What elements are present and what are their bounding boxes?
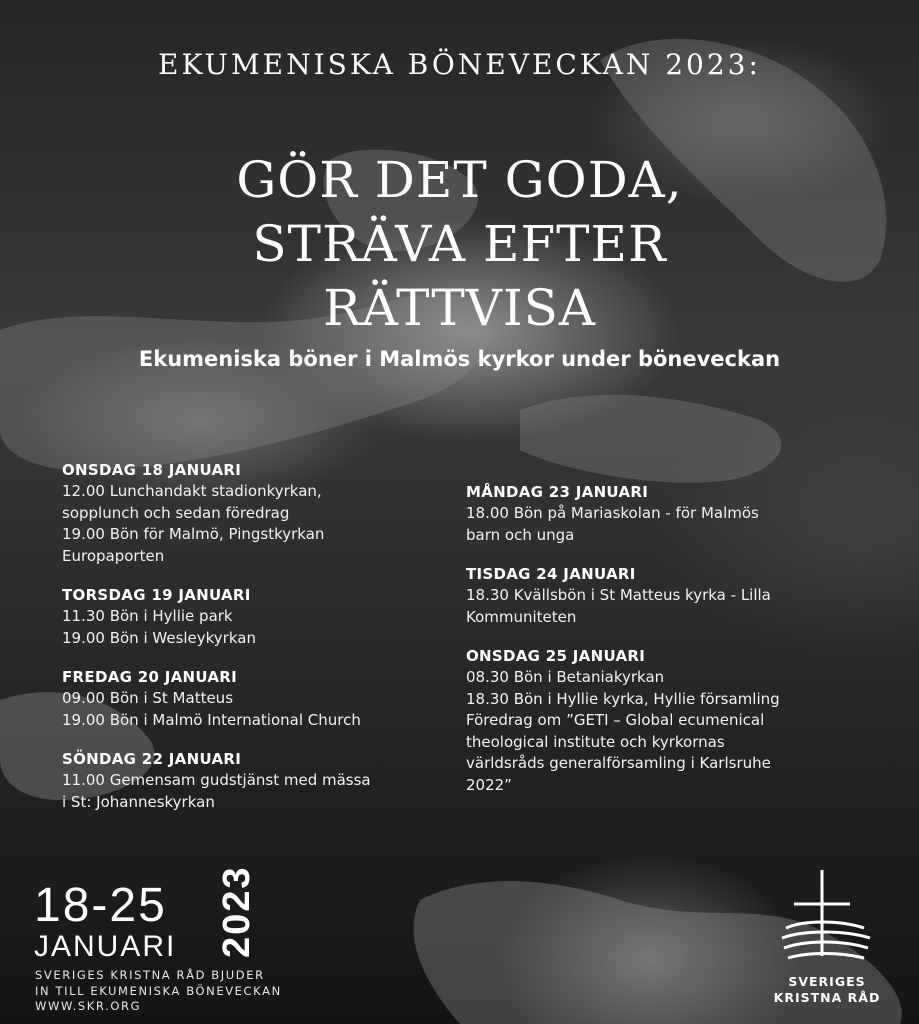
logo-line: SVERIGES	[788, 974, 866, 989]
logo-wordmark	[744, 974, 910, 1006]
day-heading: ONSDAG 25 JANUARI	[466, 647, 646, 665]
website-link[interactable]: WWW.SKR.ORG	[35, 999, 142, 1013]
kicker-title: EKUMENISKA BÖNEVECKAN 2023:	[158, 48, 761, 81]
schedule-day	[466, 646, 886, 796]
day-heading: ONSDAG 18 JANUARI	[62, 461, 242, 479]
date-month: JANUARI	[34, 930, 177, 963]
event-line: 18.00 Bön på Mariaskolan - för Malmös	[466, 504, 759, 522]
event-line: 11.00 Gemensam gudstjänst med mässa	[62, 771, 371, 789]
event-line: 19.00 Bön i Wesleykyrkan	[62, 628, 256, 647]
event-line: sopplunch och sedan föredrag	[62, 503, 290, 522]
date-range: 18-25	[34, 879, 167, 932]
logo-line: KRISTNA RÅD	[773, 990, 881, 1005]
day-heading: FREDAG 20 JANUARI	[62, 668, 238, 686]
event-line: 19.00 Bön för Malmö, Pingstkyrkan	[62, 525, 325, 543]
schedule-day	[466, 564, 886, 628]
event-line: världsråds generalförsamling i Karlsruhe	[466, 754, 771, 772]
event-line: 09.00 Bön i St Matteus	[62, 689, 234, 707]
event-line: 11.30 Bön i Hyllie park	[62, 607, 233, 625]
event-line: i St: Johanneskyrkan	[62, 792, 215, 811]
day-heading: TORSDAG 19 JANUARI	[62, 586, 251, 604]
schedule-left-column	[62, 460, 482, 831]
main-title	[0, 148, 919, 340]
event-line: 12.00 Lunchandakt stadionkyrkan,	[62, 482, 322, 500]
main-title-line-3: RÄTTVISA	[323, 279, 596, 337]
invite-text	[35, 968, 282, 1015]
event-line: 08.30 Bön i Betaniakyrkan	[466, 668, 665, 686]
subtitle: Ekumeniska böner i Malmös kyrkor under böneveckan	[138, 347, 781, 371]
day-heading: MÅNDAG 23 JANUARI	[466, 483, 649, 501]
event-line: Europaporten	[62, 546, 165, 565]
schedule-right-column	[466, 482, 886, 814]
schedule-day	[466, 482, 886, 546]
date-block	[34, 879, 177, 963]
schedule-day	[62, 460, 482, 567]
invite-line: IN TILL EKUMENISKA BÖNEVECKAN	[35, 983, 282, 998]
event-line: theological institute och kyrkornas	[466, 732, 725, 751]
event-line: 2022”	[466, 775, 512, 794]
event-line: 18.30 Kvällsbön i St Matteus kyrka - Lilla	[466, 586, 771, 604]
event-line: 19.00 Bön i Malmö International Church	[62, 710, 361, 729]
schedule-day	[62, 667, 482, 731]
event-line: 18.30 Bön i Hyllie kyrka, Hyllie församling	[466, 689, 780, 708]
main-title-line-1: GÖR DET GODA,	[236, 151, 683, 209]
main-title-line-2: STRÄVA EFTER	[252, 215, 667, 273]
event-line: Kommuniteten	[466, 607, 577, 626]
day-heading: TISDAG 24 JANUARI	[466, 565, 636, 583]
schedule-day	[62, 585, 482, 649]
day-heading: SÖNDAG 22 JANUARI	[62, 750, 242, 768]
event-line: Föredrag om ”GETI – Global ecumenical	[466, 711, 765, 729]
event-line: barn och unga	[466, 525, 575, 544]
schedule-day	[62, 749, 482, 813]
date-year: 2023	[216, 865, 258, 958]
invite-line: SVERIGES KRISTNA RÅD BJUDER	[35, 968, 265, 982]
